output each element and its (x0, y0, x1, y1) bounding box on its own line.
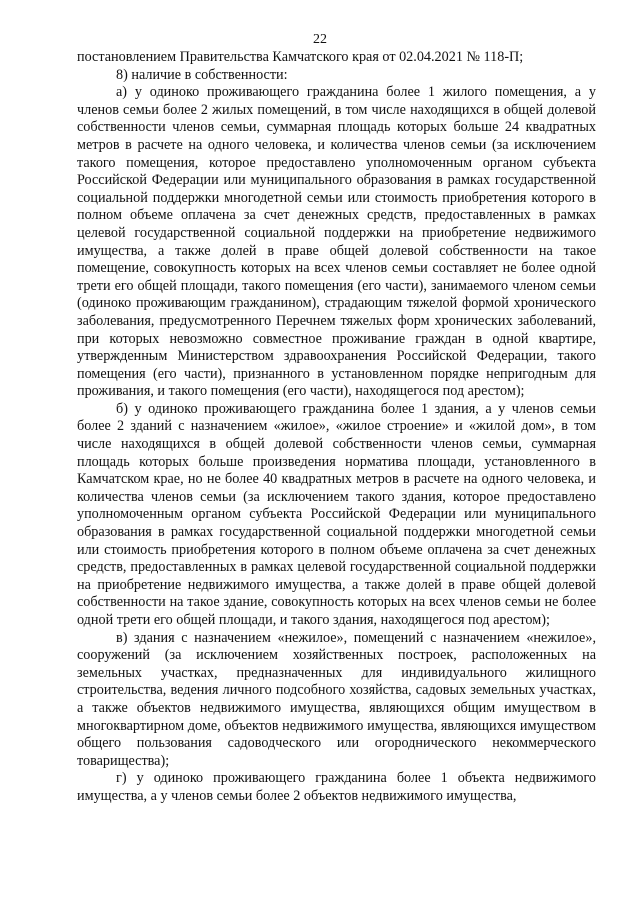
page-number: 22 (313, 32, 327, 47)
document-body (77, 49, 596, 806)
paragraph-subitem-v: в) здания с назначением «нежилое», помещений с назначением «нежилое», сооружений (за исключением хозяйственных построек, расположенных на земельных участках, предназначенных для индивидуального жилищного строительства, ведения личного подсобного хозяйства, садовых земельных участках, а также объектов недвижимого имущества, являющихся общим имуществом в многоквартирном доме, объектов недвижимого имущества, являющихся имуществом общего пользования садоводческого или огороднического некоммерческого товарищества); (77, 629, 596, 769)
paragraph-subitem-b: б) у одиноко проживающего гражданина более 1 здания, а у членов семьи более 2 зданий с назначением «жилое», «жилое строение» и «жилой дом», в том числе находящихся в общей долевой собственности членов семьи, суммарная площадь которых больше произведения норматива площади, установленного в Камчатском крае, но не более 40 квадратных метров в расчете на одного человека, и количества членов семьи (за исключением такого здания, которое предоставлено уполномоченным органом субъекта Российской Федерации или муниципального образования в рамках государственной социальной поддержки многодетной семьи или стоимость приобретения которого в полном объеме оплачена за счет денежных средств, предоставленных в рамках целевой государственной социальной поддержки на приобретение недвижимого имущества, а также долей в праве общей долевой собственности на такое здание, совокупность которых на всех членов семьи не более одной трети его общей площади, и такого здания, находящегося под арестом); (77, 400, 596, 628)
paragraph-subitem-g: г) у одиноко проживающего гражданина более 1 объекта недвижимого имущества, а у членов семьи более 2 объектов недвижимого имущества, (77, 770, 596, 804)
paragraph-item-8: 8) наличие в собственности: (116, 66, 288, 83)
paragraph-continuation: постановлением Правительства Камчатского края от 02.04.2021 № 118-П; (77, 49, 524, 65)
paragraph-subitem-a: а) у одиноко проживающего гражданина более 1 жилого помещения, а у членов семьи более 2 жилых помещений, в том числе находящихся в общей долевой собственности членов семьи, суммарная площадь которых больше 24 квадратных метров в расчете на одного человека, и количества членов семьи (за исключением такого помещения, которое предоставлено уполномоченным органом субъекта Российской Федерации или муниципального образования в рамках государственной социальной поддержки многодетной семьи или стоимость приобретения которого в полном объеме оплачена за счет денежных средств, предоставленных в рамках целевой государственной социальной поддержки на приобретение недвижимого имущества, а также долей в праве общей долевой собственности на такое помещение, совокупность которых на всех членов семьи составляет не более одной трети его общей площади, такого помещения (его части), занимаемого членом семьи (одиноко проживающим гражданином), страдающим тяжелой формой хронического заболевания, предусмотренного Перечнем тяжелых форм хронических заболеваний, при которых невозможно совместное проживание граждан в одной квартире, утвержденным Министерством здравоохранения Российской Федерации, такого помещения (его части), признанного в установленном порядке непригодным для проживания, и такого помещения (его части), находящегося под арестом); (77, 84, 596, 400)
